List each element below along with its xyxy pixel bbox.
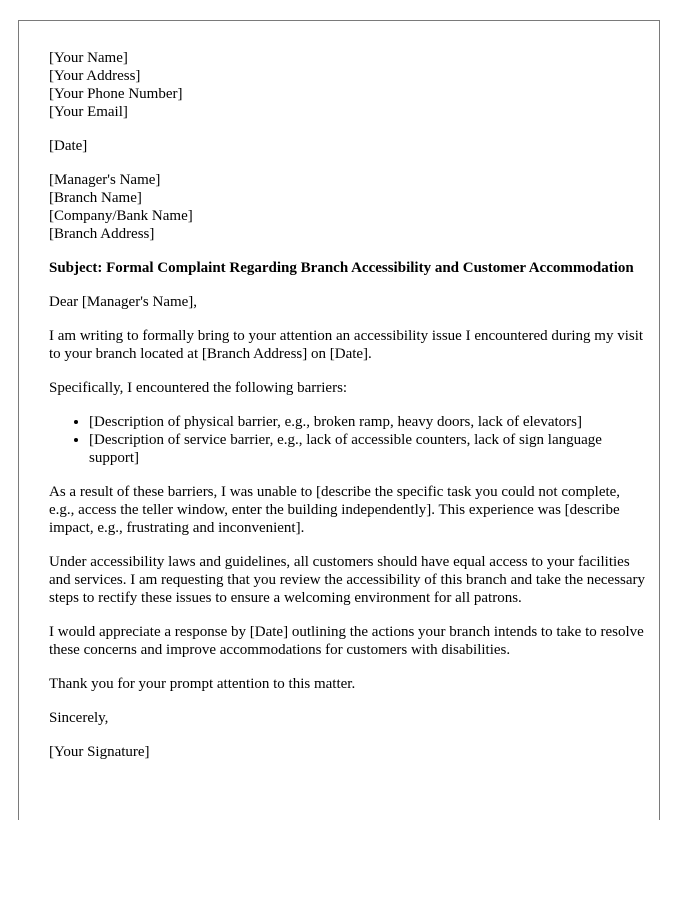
sender-block	[49, 49, 649, 121]
sender-name: [Your Name]	[49, 50, 128, 66]
recipient-block	[49, 171, 649, 243]
paragraph-intro: I am writing to formally bring to your attention an accessibility issue I encountered during my visit to your branch located at [Branch Address] on [Date].	[49, 328, 644, 362]
salutation: Dear [Manager's Name],	[49, 294, 198, 310]
paragraph-laws: Under accessibility laws and guidelines, all customers should have equal access to your facilities and services. I am requesting that you review the accessibility of this branch and take the necessary steps to rectify these issues to ensure a welcoming environment for all patrons.	[49, 554, 646, 606]
paragraph-barriers-intro: Specifically, I encountered the following barriers:	[49, 380, 348, 396]
paragraph-response: I would appreciate a response by [Date] outlining the actions your branch intends to take to resolve these concerns and improve accommodations for customers with disabilities.	[49, 624, 644, 658]
subject-line: Subject: Formal Complaint Regarding Branch Accessibility and Customer Accommodation	[49, 260, 634, 276]
letter-date: [Date]	[49, 138, 88, 154]
recipient-address: [Branch Address]	[49, 226, 155, 242]
barrier-item-service: • [Description of service barrier, e.g., lack of accessible counters, lack of sign language support]	[89, 431, 649, 467]
recipient-manager: [Manager's Name]	[49, 172, 161, 188]
signature: [Your Signature]	[49, 744, 150, 760]
closing: Sincerely,	[49, 710, 109, 726]
barrier-item-physical: • [Description of physical barrier, e.g., broken ramp, heavy doors, lack of elevators]	[89, 413, 649, 431]
sender-address: [Your Address]	[49, 68, 141, 84]
letter-content	[49, 49, 649, 777]
paragraph-result: As a result of these barriers, I was unable to [describe the specific task you could not complete, e.g., access the teller window, enter the building independently]. This experience was [describe impact, e.g., frustrating and inconvenient].	[49, 484, 621, 536]
barrier-list	[49, 413, 649, 467]
recipient-company: [Company/Bank Name]	[49, 208, 193, 224]
recipient-branch: [Branch Name]	[49, 190, 142, 206]
paragraph-thanks: Thank you for your prompt attention to this matter.	[49, 676, 356, 692]
sender-email: [Your Email]	[49, 104, 128, 120]
sender-phone: [Your Phone Number]	[49, 86, 183, 102]
letter-page	[18, 20, 660, 820]
